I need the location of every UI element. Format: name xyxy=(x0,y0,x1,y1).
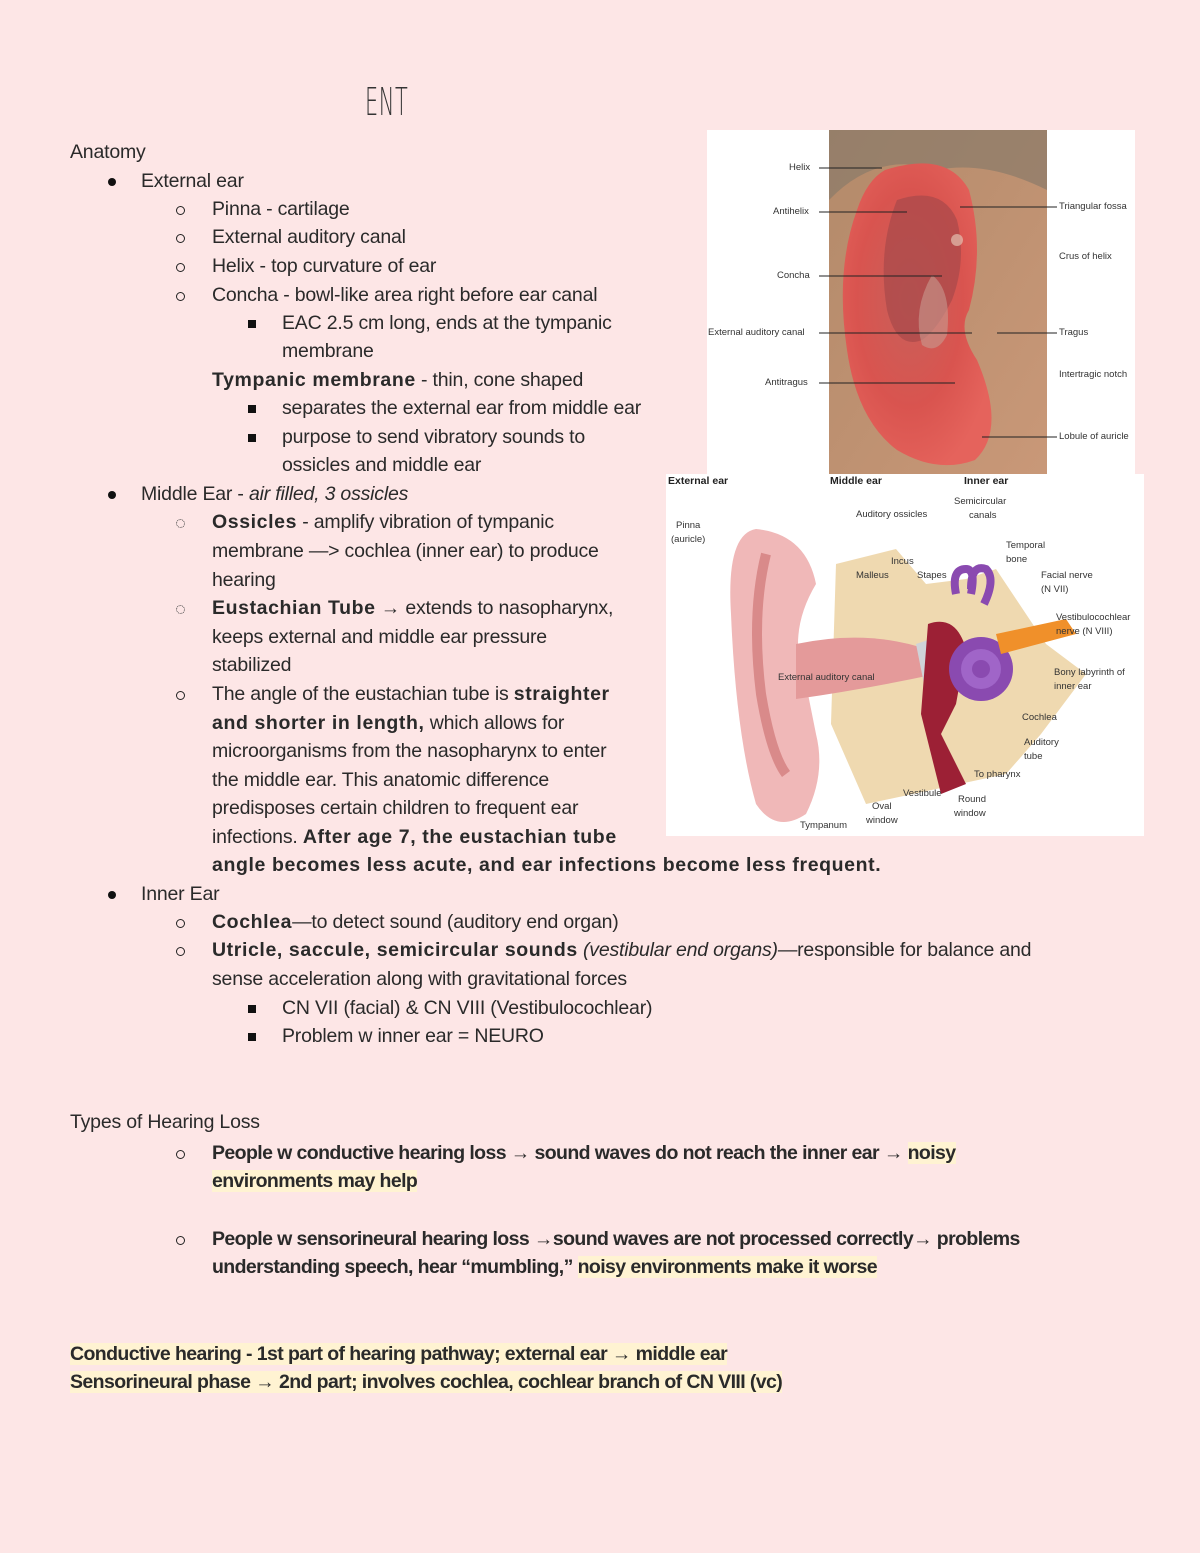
conductive-highlight: noisy xyxy=(907,1142,956,1164)
sensorineural-text: understanding speech, hear “mumbling,” xyxy=(212,1256,578,1278)
tympanic-term: Tympanic membrane xyxy=(212,369,416,391)
eustachian-line2: keeps external and middle ear pressure xyxy=(212,626,547,648)
label-external-auditory-canal: External auditory canal xyxy=(708,327,805,338)
list-item-eac-length-cont: membrane xyxy=(282,340,374,362)
summary-conductive xyxy=(70,1340,727,1369)
utricle-desc: —responsible for balance and xyxy=(777,939,1032,961)
label-vestibulocochlear: Vestibulocochlear xyxy=(1056,612,1131,623)
list-item-ossicles xyxy=(212,508,554,537)
label-crus-of-helix: Crus of helix xyxy=(1059,251,1112,262)
list-item-tm-purpose: purpose to send vibratory sounds to xyxy=(282,426,586,448)
label-auditory-ossicles: Auditory ossicles xyxy=(856,509,928,520)
angle-line7 xyxy=(212,851,881,880)
angle-text-2: which allows for xyxy=(424,712,565,734)
bullet-disc-icon xyxy=(108,891,116,899)
header-middle-ear: Middle ear xyxy=(830,475,882,487)
ear-section-illustration xyxy=(666,474,1144,836)
label-to-pharynx: To pharynx xyxy=(974,769,1021,780)
list-item-pinna: Pinna - cartilage xyxy=(212,198,350,220)
figure-auricle-photo xyxy=(707,130,1135,474)
label-pinna: Pinna xyxy=(676,520,701,531)
utricle-term: Utricle, saccule, semicircular sounds xyxy=(212,939,578,961)
angle-text: The angle of the eustachian tube is xyxy=(212,683,514,705)
list-item-middle-ear xyxy=(141,480,408,509)
list-item-angle xyxy=(212,680,610,709)
sensorineural-highlight: noisy environments make it worse xyxy=(577,1256,877,1278)
label-round-window: window xyxy=(954,808,986,819)
angle-bold: straighter xyxy=(513,683,610,705)
label-triangular-fossa: Triangular fossa xyxy=(1059,201,1127,212)
header-external-ear: External ear xyxy=(668,475,729,487)
ossicles-line3: hearing xyxy=(212,569,276,591)
summary-conductive-text: Conductive hearing - 1st part of hearing pathway; external ear → middle ear xyxy=(70,1343,728,1365)
bullet-dotted-circle-icon xyxy=(176,519,185,528)
middle-ear-desc: air filled, 3 ossicles xyxy=(248,483,409,505)
label-inner-ear: inner ear xyxy=(1054,681,1092,692)
bullet-circle-icon xyxy=(176,947,185,956)
list-item-tm-purpose-cont: ossicles and middle ear xyxy=(282,454,482,476)
list-item-external-ear: External ear xyxy=(141,170,244,192)
label-incus: Incus xyxy=(891,556,914,567)
label-bone: bone xyxy=(1006,554,1028,565)
summary-sensorineural xyxy=(70,1368,782,1397)
angle-line3: microorganisms from the nasopharynx to enter xyxy=(212,740,607,762)
label-concha: Concha xyxy=(777,270,810,281)
cochlea-term: Cochlea xyxy=(212,911,293,933)
label-lobule: Lobule of auricle xyxy=(1059,431,1129,442)
conductive-line2 xyxy=(212,1167,417,1196)
label-semicircular: Semicircular xyxy=(954,496,1007,507)
list-item-concha: Concha - bowl-like area right before ear canal xyxy=(212,284,598,306)
label-helix: Helix xyxy=(789,162,811,173)
figure-ear-cross-section xyxy=(666,474,1144,836)
angle-bold-7: angle becomes less acute, and ear infections become less frequent. xyxy=(212,854,882,876)
bullet-circle-icon xyxy=(176,234,185,243)
bullet-circle-icon xyxy=(176,1150,185,1159)
label-canals: canals xyxy=(969,510,997,521)
label-antihelix: Antihelix xyxy=(773,206,809,217)
sensorineural-line2 xyxy=(212,1253,877,1282)
label-stapes: Stapes xyxy=(917,570,947,581)
list-item-helix: Helix - top curvature of ear xyxy=(212,255,437,277)
angle-line2 xyxy=(212,709,564,738)
eustachian-line3: stabilized xyxy=(212,654,292,676)
label-cochlea: Cochlea xyxy=(1022,712,1057,723)
label-bony-labyrinth: Bony labyrinth of xyxy=(1054,667,1125,678)
auricle-leader-lines xyxy=(707,130,1135,474)
conductive-highlight-2: environments may help xyxy=(212,1170,418,1192)
list-item-eac-length: EAC 2.5 cm long, ends at the tympanic xyxy=(282,312,612,334)
label-facial-nerve: Facial nerve xyxy=(1041,570,1093,581)
utricle-italic: (vestibular end organs) xyxy=(577,939,778,961)
section-heading-hearing-loss: Types of Hearing Loss xyxy=(70,1111,260,1133)
ossicles-term: Ossicles xyxy=(212,511,298,533)
label-tympanum: Tympanum xyxy=(800,820,847,831)
tympanic-desc: - thin, cone shaped xyxy=(415,369,584,391)
label-oval-window: window xyxy=(866,815,898,826)
label-tragus: Tragus xyxy=(1059,327,1089,338)
bullet-square-icon xyxy=(248,405,256,413)
angle-line5: predisposes certain children to frequent ear xyxy=(212,797,579,819)
angle-bold-2: and shorter in length, xyxy=(212,712,425,734)
label-temporal: Temporal xyxy=(1006,540,1046,551)
label-intertragic-notch: Intertragic notch xyxy=(1059,369,1128,380)
list-item-inner-ear: Inner Ear xyxy=(141,883,220,905)
list-item-utricle xyxy=(212,936,1031,965)
list-item-eustachian xyxy=(212,594,613,623)
list-item-cn: CN VII (facial) & CN VIII (Vestibulocochlear) xyxy=(282,997,653,1019)
bullet-circle-icon xyxy=(176,691,185,700)
list-item-eac: External auditory canal xyxy=(212,226,406,248)
list-item-neuro: Problem w inner ear = NEURO xyxy=(282,1025,544,1047)
bullet-circle-icon xyxy=(176,1236,185,1245)
label-malleus: Malleus xyxy=(856,570,889,581)
conductive-text: People w conductive hearing loss → sound waves do not reach the inner ear → xyxy=(212,1142,908,1164)
eustachian-term: Eustachian Tube xyxy=(212,597,376,619)
ossicles-line2: membrane —> cochlea (inner ear) to produce xyxy=(212,540,599,562)
summary-sensorineural-text: Sensorineural phase → 2nd part; involves cochlea, cochlear branch of CN VIII (vc) xyxy=(70,1371,783,1393)
utricle-line2: sense acceleration along with gravitational forces xyxy=(212,968,627,990)
section-heading-anatomy: Anatomy xyxy=(70,141,146,163)
bullet-square-icon xyxy=(248,1033,256,1041)
bullet-square-icon xyxy=(248,434,256,442)
eustachian-desc: → extends to nasopharynx, xyxy=(375,597,614,619)
middle-ear-label: Middle Ear - xyxy=(141,483,249,505)
bullet-circle-icon xyxy=(176,206,185,215)
list-item-sensorineural: People w sensorineural hearing loss →sound waves are not processed correctly→ problems xyxy=(212,1228,1020,1250)
bullet-circle-icon xyxy=(176,263,185,272)
label-round: Round xyxy=(958,794,986,805)
tympanic-membrane-line xyxy=(212,366,583,395)
label-tube: tube xyxy=(1024,751,1043,762)
label-oval: Oval xyxy=(872,801,892,812)
label-n-viii: nerve (N VIII) xyxy=(1056,626,1113,637)
list-item-conductive xyxy=(212,1139,956,1168)
label-auditory-tube: Auditory xyxy=(1024,737,1059,748)
bullet-dotted-circle-icon xyxy=(176,605,185,614)
angle-line6 xyxy=(212,823,617,852)
page-title: ENT xyxy=(365,80,409,124)
bullet-square-icon xyxy=(248,320,256,328)
label-vestibule: Vestibule xyxy=(903,788,942,799)
bullet-disc-icon xyxy=(108,491,116,499)
bullet-circle-icon xyxy=(176,292,185,301)
label-external-auditory-canal-2: External auditory canal xyxy=(778,672,875,683)
angle-line4: the middle ear. This anatomic difference xyxy=(212,769,550,791)
cochlea-desc: —to detect sound (auditory end organ) xyxy=(292,911,619,933)
label-n-vii: (N VII) xyxy=(1041,584,1069,595)
angle-text-6: infections. xyxy=(212,826,303,848)
header-inner-ear: Inner ear xyxy=(964,475,1009,487)
angle-bold-6: After age 7, the eustachian tube xyxy=(302,826,617,848)
bullet-circle-icon xyxy=(176,919,185,928)
list-item-cochlea xyxy=(212,908,619,937)
bullet-disc-icon xyxy=(108,178,116,186)
list-item-tm-separates: separates the external ear from middle ear xyxy=(282,397,642,419)
ossicles-desc: - amplify vibration of tympanic xyxy=(297,511,554,533)
bullet-square-icon xyxy=(248,1005,256,1013)
label-antitragus: Antitragus xyxy=(765,377,808,388)
label-auricle: (auricle) xyxy=(671,534,706,545)
